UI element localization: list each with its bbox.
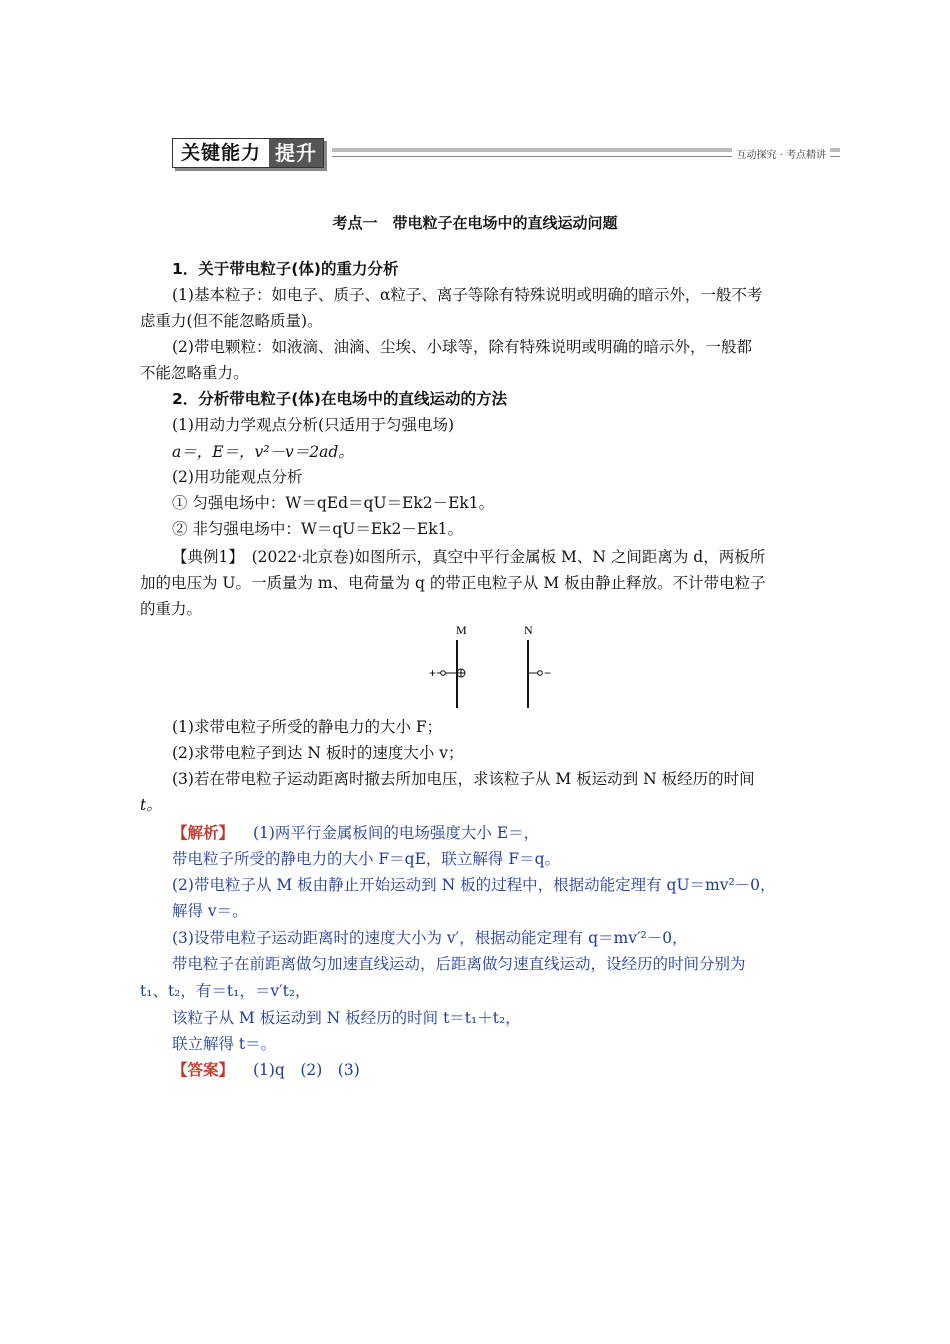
plate-n-label: N bbox=[524, 623, 533, 637]
question-line: t。 bbox=[140, 796, 162, 814]
paragraph-line: (1)基本粒子：如电子、质子、α粒子、离子等除有特殊说明或明确的暗示外，一般不考 bbox=[172, 286, 763, 304]
banner-tag: 互动探究 · 考点精讲 bbox=[732, 146, 830, 161]
solution-line: (2)带电粒子从 M 板由静止开始运动到 N 板的过程中，根据动能定理有 qU＝mv²－0， bbox=[172, 876, 776, 894]
question-line: (1)求带电粒子所受的静电力的大小 F； bbox=[172, 718, 443, 736]
formula-line: ① 匀强电场中：W＝qEd＝qU＝Ek2－Ek1。 bbox=[172, 494, 495, 512]
solution-line: t₁、t₂，有＝t₁，＝v′t₂， bbox=[140, 982, 311, 1000]
formula-line: ② 非匀强电场中：W＝qU＝Ek2－Ek1。 bbox=[172, 520, 463, 538]
parallel-plates-diagram bbox=[420, 620, 570, 715]
paragraph-line: 不能忽略重力。 bbox=[140, 364, 249, 382]
paragraph-line: (2)用功能观点分析 bbox=[172, 468, 303, 486]
example-line: 加的电压为 U。一质量为 m、电荷量为 q 的带正电粒子从 M 板由静止释放。不计带电粒子 bbox=[140, 574, 766, 592]
left-terminal bbox=[441, 671, 446, 676]
right-terminal bbox=[538, 671, 543, 676]
section-banner bbox=[172, 136, 840, 170]
solution-text: (1)两平行金属板间的电场强度大小 E＝， bbox=[252, 824, 540, 842]
solution-line: 带电粒子所受的静电力的大小 F＝qE，联立解得 F＝q。 bbox=[172, 850, 561, 868]
formula-line: a＝，E＝，v²－v＝2ad。 bbox=[172, 443, 354, 461]
answer-text: (1)q (2) (3) bbox=[252, 1061, 360, 1079]
right-terminal-sign: − bbox=[544, 666, 552, 680]
heading-1: 1．关于带电粒子(体)的重力分析 bbox=[172, 260, 399, 278]
banner-box bbox=[172, 138, 324, 168]
answer-label: 【答案】 bbox=[172, 1061, 235, 1079]
solution-label: 【解析】 bbox=[172, 824, 235, 842]
heading-2: 2．分析带电粒子(体)在电场中的直线运动的方法 bbox=[172, 390, 507, 408]
section-title: 考点一 带电粒子在电场中的直线运动问题 bbox=[332, 214, 618, 232]
example-line: 【典例1】 (2022·北京卷)如图所示，真空中平行金属板 M、N 之间距离为 d，两板所 bbox=[172, 548, 766, 566]
plate-m-label: M bbox=[456, 623, 467, 637]
paragraph-line: (2)带电颗粒：如液滴、油滴、尘埃、小球等，除有特殊说明或明确的暗示外，一般都 bbox=[172, 338, 752, 356]
solution-line: 带电粒子在前距离做匀加速直线运动，后距离做匀速直线运动，设经历的时间分别为 bbox=[172, 955, 746, 973]
banner-left-text: 关键能力 bbox=[173, 139, 269, 167]
solution-line bbox=[172, 822, 539, 844]
solution-line: 解得 v＝。 bbox=[172, 902, 248, 920]
question-line: (2)求带电粒子到达 N 板时的速度大小 v； bbox=[172, 744, 464, 762]
example-line: 的重力。 bbox=[140, 600, 203, 618]
answer-line bbox=[172, 1059, 360, 1081]
banner-right-text: 提升 bbox=[269, 139, 323, 167]
paragraph-line: (1)用动力学观点分析(只适用于匀强电场) bbox=[172, 416, 455, 434]
solution-line: 该粒子从 M 板运动到 N 板经历的时间 t＝t₁＋t₂， bbox=[172, 1009, 521, 1027]
question-line: (3)若在带电粒子运动距离时撤去所加电压，求该粒子从 M 板运动到 N 板经历的时间 bbox=[172, 770, 755, 788]
solution-line: 联立解得 t＝。 bbox=[172, 1035, 277, 1053]
paragraph-line: 虑重力(但不能忽略质量)。 bbox=[140, 312, 323, 330]
solution-line: (3)设带电粒子运动距离时的速度大小为 v′，根据动能定理有 q＝mv′²－0， bbox=[172, 929, 688, 947]
left-terminal-sign: + bbox=[429, 666, 437, 680]
